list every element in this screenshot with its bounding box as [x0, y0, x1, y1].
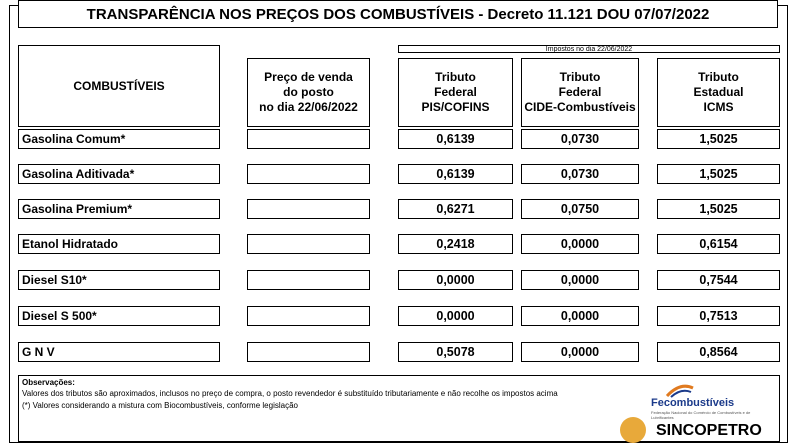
- pis-cofins-cell: 0,5078: [398, 342, 513, 362]
- observations-line-2: (*) Valores considerando a mistura com Biocombustíveis, conforme legislação: [22, 401, 298, 410]
- observations-line-1: Valores dos tributos são aproximados, inclusos no preço de compra, o posto revendedor é substituído tributariamente e não recolhe os impostos acima: [22, 389, 558, 398]
- header-icms-line2: Estadual: [693, 85, 744, 99]
- price-cell: [247, 342, 370, 362]
- pis-cofins-cell: 0,2418: [398, 234, 513, 254]
- icms-cell: 1,5025: [657, 164, 780, 184]
- fecombustiveis-logo: [651, 384, 761, 420]
- header-pis-cofins: [398, 58, 513, 127]
- pis-cofins-cell: 0,6271: [398, 199, 513, 219]
- sincopetro-logo: [620, 417, 770, 445]
- price-cell: [247, 164, 370, 184]
- price-cell: [247, 199, 370, 219]
- taxes-caption: Impostos no dia 22/06/2022: [398, 45, 780, 53]
- header-price: [247, 58, 370, 127]
- cide-cell: 0,0730: [521, 164, 639, 184]
- fuel-name: Gasolina Premium*: [18, 199, 220, 219]
- icms-cell: 0,8564: [657, 342, 780, 362]
- fecombustiveis-subtitle: Federação Nacional do Comércio de Combustíveis e de Lubrificantes: [651, 410, 751, 420]
- header-cide: [521, 58, 639, 127]
- header-price-line3: no dia 22/06/2022: [259, 100, 358, 114]
- header-pis-line2: Federal: [434, 85, 477, 99]
- price-cell: [247, 306, 370, 326]
- fuel-name: Diesel S10*: [18, 270, 220, 290]
- header-fuel: COMBUSTÍVEIS: [18, 45, 220, 127]
- fuel-name: Gasolina Comum*: [18, 129, 220, 149]
- price-cell: [247, 234, 370, 254]
- sincopetro-emblem-icon: [620, 417, 646, 443]
- header-pis-line1: Tributo: [435, 70, 476, 84]
- cide-cell: 0,0750: [521, 199, 639, 219]
- header-price-line1: Preço de venda: [264, 70, 353, 84]
- price-cell: [247, 270, 370, 290]
- fuel-name: G N V: [18, 342, 220, 362]
- cide-cell: 0,0000: [521, 342, 639, 362]
- pis-cofins-cell: 0,6139: [398, 164, 513, 184]
- cide-cell: 0,0000: [521, 234, 639, 254]
- header-cide-line2: Federal: [558, 85, 602, 99]
- cide-cell: 0,0730: [521, 129, 639, 149]
- page-title: TRANSPARÊNCIA NOS PREÇOS DOS COMBUSTÍVEIS - Decreto 11.121 DOU 07/07/2022: [18, 0, 778, 28]
- fuel-name: Diesel S 500*: [18, 306, 220, 326]
- icms-cell: 1,5025: [657, 199, 780, 219]
- icms-cell: 0,7544: [657, 270, 780, 290]
- icms-cell: 0,6154: [657, 234, 780, 254]
- fecombustiveis-name: Fecombustíveis: [651, 397, 735, 409]
- pis-cofins-cell: 0,0000: [398, 270, 513, 290]
- icms-cell: 1,5025: [657, 129, 780, 149]
- pis-cofins-cell: 0,0000: [398, 306, 513, 326]
- header-price-line2: do posto: [283, 85, 334, 99]
- header-cide-line1: Tributo: [559, 70, 601, 84]
- header-icms: [657, 58, 780, 127]
- observations-heading: Observações:: [22, 378, 75, 387]
- header-icms-line3: ICMS: [703, 100, 734, 114]
- cide-cell: 0,0000: [521, 306, 639, 326]
- price-cell: [247, 129, 370, 149]
- header-icms-line1: Tributo: [698, 70, 739, 84]
- pis-cofins-cell: 0,6139: [398, 129, 513, 149]
- fecombustiveis-swoosh-icon: [665, 384, 695, 398]
- cide-cell: 0,0000: [521, 270, 639, 290]
- icms-cell: 0,7513: [657, 306, 780, 326]
- header-cide-line3: CIDE-Combustíveis: [524, 100, 636, 114]
- sincopetro-name: SINCOPETRO: [656, 422, 762, 439]
- fuel-name: Gasolina Aditivada*: [18, 164, 220, 184]
- fuel-name: Etanol Hidratado: [18, 234, 220, 254]
- header-pis-line3: PIS/COFINS: [421, 100, 490, 114]
